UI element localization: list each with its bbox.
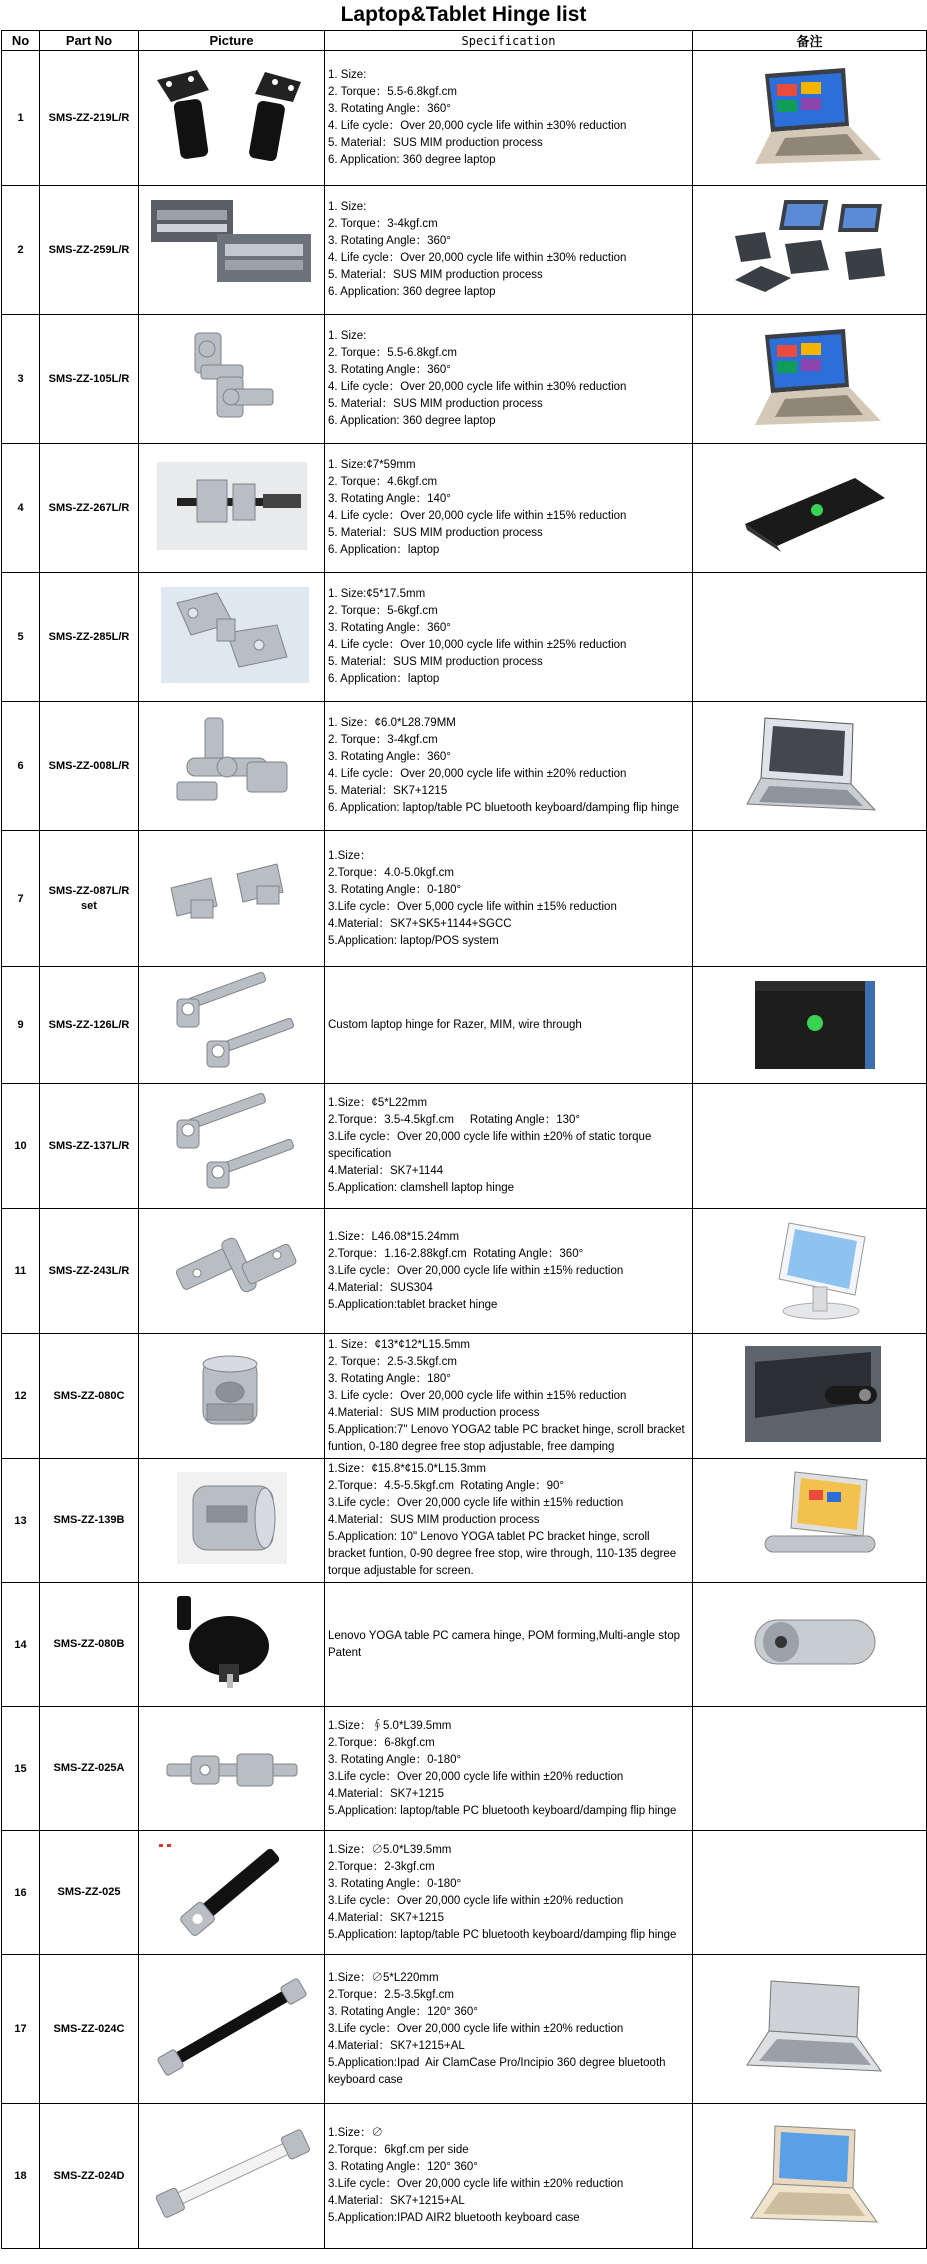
picture-cell [139,1084,325,1209]
spec-line: 5.Application: laptop/table PC bluetooth keyboard/damping flip hinge [328,1804,677,1817]
part-number: SMS-ZZ-025A [40,1707,139,1831]
note-cell [693,186,927,315]
spec-line: 1.Size：∅5*L220mm [328,1971,439,1984]
row-number: 18 [2,2104,40,2249]
table-row [2,51,927,186]
spec-line: 3.Life cycle：Over 20,000 cycle life within ±20% reduction [328,2178,624,2190]
note-cell [693,1334,927,1459]
note-cell [693,2104,927,2249]
note-cell [693,51,927,186]
header-note: 备注 [693,31,927,51]
specification-cell [325,702,693,831]
spec-line: 1. Size:¢7*59mm [328,459,416,471]
spec-line: 5.Application: laptop/table PC bluetooth keyboard/damping flip hinge [328,1928,677,1941]
specification-cell [325,186,693,315]
spec-line: 1.Size：¢15.8*¢15.0*L15.3mm [328,1463,486,1475]
part-number: SMS-ZZ-008L/R [40,702,139,831]
picture-cell [139,1583,325,1707]
table-row [2,1583,927,1707]
spec-line: 6. Application: 360 degree laptop [328,286,496,298]
table-row [2,1209,927,1334]
spec-line: 2.Torque：4.5-5.5kgf.cm Rotating Angle：90° [328,1480,565,1492]
note-cell [693,1583,927,1707]
spec-line: 1.Size：∅5.0*L39.5mm [328,1843,452,1856]
spec-line: 2.Torque：1.16-2.88kgf.cm Rotating Angle：360° [328,1247,584,1260]
spec-line: 4. Life cycle：Over 20,000 cycle life within ±30% reduction [328,381,627,393]
convertible-laptop-image [725,325,895,434]
spec-line: 6. Application: 360 degree laptop [328,154,496,166]
spec-line: 1.Size：¢5*L22mm [328,1097,428,1109]
spec-line: 3.Life cycle：Over 20,000 cycle life within ±15% reduction [328,1264,624,1277]
black-laptop-image [725,454,895,563]
spec-line: 1.Size：∅ [328,2127,383,2139]
spec-line: 3. Rotating Angle：360° [328,751,451,763]
spec-line: 3. Rotating Angle：0-180° [328,883,462,896]
specification-cell [325,1707,693,1831]
part-number: SMS-ZZ-137L/R [40,1084,139,1209]
picture-cell [139,186,325,315]
spec-line: 1. Size: [328,69,367,81]
spec-line: 3.Life cycle：Over 20,000 cycle life within ±20% reduction [328,1770,624,1783]
picture-cell [139,1209,325,1334]
note-cell [693,573,927,702]
spec-line: 1. Size:¢5*17.5mm [328,588,426,600]
note-cell [693,1459,927,1583]
spec-line: 2.Torque：4.0-5.0kgf.cm [328,866,454,879]
row-number: 3 [2,315,40,444]
row-number: 13 [2,1459,40,1583]
spec-line: 5. Material：SUS MIM production process [328,656,543,668]
picture-cell [139,51,325,186]
spec-line: 2. Torque：4.6kgf.cm [328,476,438,488]
table-row [2,831,927,967]
spec-line: 1. Size：¢13*¢12*L15.5mm [328,1338,470,1351]
spec-line: 1.Size： [328,849,372,862]
header-row [2,31,927,51]
ipad-keyboard-case-image [725,1975,895,2084]
specification-cell [325,315,693,444]
picture-cell [139,702,325,831]
spec-line: 4. Life cycle：Over 20,000 cycle life within ±30% reduction [328,252,627,264]
note-cell [693,702,927,831]
spec-line: 4.Material：SK7+1215 [328,1787,445,1800]
laptop-modes-image [725,196,895,305]
part-number: SMS-ZZ-219L/R [40,51,139,186]
row-number: 5 [2,573,40,702]
tablet-stand-image [725,1217,895,1326]
table-row [2,444,927,573]
note-cell [693,831,927,967]
hinge-pair-blue-image [147,583,317,692]
specification-cell [325,1831,693,1955]
table-row [2,1084,927,1209]
part-number: SMS-ZZ-267L/R [40,444,139,573]
picture-cell [139,1459,325,1583]
hinge-pair-silver-image [147,325,317,434]
spec-line: 5.Application:tablet bracket hinge [328,1298,498,1311]
hinge-pair-arm-image [147,1092,317,1201]
row-number: 16 [2,1831,40,1955]
spec-line: 5.Application: laptop/POS system [328,934,499,947]
header-specification: Specification [325,31,693,51]
ipad-gold-case-image [725,2122,895,2231]
specification-cell [325,51,693,186]
hinge-photo-pair-image [147,196,317,305]
specification-cell [325,1583,693,1707]
part-number: SMS-ZZ-087L/R set [40,831,139,967]
specification-cell [325,1955,693,2104]
spec-line: 4. Life cycle：Over 20,000 cycle life within ±30% reduction [328,120,627,132]
hinge-bar-diagonal-image [147,1838,317,1947]
note-cell [693,1707,927,1831]
picture-cell [139,1334,325,1459]
picture-cell [139,315,325,444]
specification-cell [325,1084,693,1209]
row-number: 10 [2,1084,40,1209]
hinge-cylinder-marked-image [147,1466,317,1575]
spec-line: 3. Life cycle：Over 20,000 cycle life within ±15% reduction [328,1389,627,1402]
spec-line: 1. Size：¢6.0*L28.79MM [328,717,456,729]
header-no: No [2,31,40,51]
spec-line: 4.Material：SK7+1144 [328,1165,444,1177]
spec-line: 3.Life cycle：Over 5,000 cycle life within ±15% reduction [328,900,617,913]
note-cell [693,967,927,1084]
hinge-rod-black-image [147,1975,317,2084]
part-number: SMS-ZZ-080C [40,1334,139,1459]
hinge-rod-white-image [147,2122,317,2231]
header-part-no: Part No [40,31,139,51]
part-number: SMS-ZZ-025 [40,1831,139,1955]
page-title: Laptop&Tablet Hinge list [340,3,587,26]
row-number: 14 [2,1583,40,1707]
spec-line: 1. Size: [328,201,367,213]
part-number: SMS-ZZ-126L/R [40,967,139,1084]
spec-line: 3. Rotating Angle：120° 360° [328,2161,478,2173]
hinge-table [1,30,927,2249]
picture-cell [139,1707,325,1831]
spec-line: 1. Size: [328,330,367,342]
hinge-pair-arm-image [147,971,317,1080]
spec-line: 1.Size：L46.08*15.24mm [328,1230,460,1243]
row-number: 2 [2,186,40,315]
table-body [2,51,927,2249]
note-cell [693,1209,927,1334]
picture-cell [139,573,325,702]
specification-cell [325,2104,693,2249]
spec-line: 5. Material：SUS MIM production process [328,137,543,149]
razer-laptop-image [725,971,895,1080]
spec-line: 2.Torque：2.5-3.5kgf.cm [328,1988,454,2001]
spec-line: 4.Material：SK7+1215+AL [328,2039,465,2052]
spec-line: 6. Application：laptop [328,544,440,556]
row-number: 12 [2,1334,40,1459]
table-row [2,573,927,702]
row-number: 15 [2,1707,40,1831]
spec-line: 3. Rotating Angle：360° [328,235,451,247]
hinge-long-image [147,454,317,563]
part-number: SMS-ZZ-285L/R [40,573,139,702]
part-number: SMS-ZZ-024C [40,1955,139,2104]
note-cell [693,315,927,444]
spec-line: 2. Torque：5-6kgf.cm [328,605,438,617]
spec-line: 5.Application: 10" Lenovo YOGA tablet PC bracket hinge, scroll bracket funtion, 0-90 degree free stop, wire through, 110-135 degree torque adjustable for screen. [328,1531,680,1577]
note-cell [693,444,927,573]
spec-line: 2. Torque：5.5-6.8kgf.cm [328,86,457,98]
note-cell [693,1084,927,1209]
spec-line: 3. Rotating Angle：140° [328,493,451,505]
spec-line: 6. Application：laptop [328,673,440,685]
spec-line: 2. Torque：5.5-6.8kgf.cm [328,347,457,359]
spec-line: 5. Material：SUS MIM production process [328,269,543,281]
specification-cell [325,1459,693,1583]
spec-line: 5.Application:IPAD AIR2 bluetooth keyboard case [328,2212,580,2224]
note-cell [693,1831,927,1955]
spec-line: 4.Material：SUS MIM production process [328,1514,540,1526]
spec-line: Custom laptop hinge for Razer, MIM, wire through [328,1018,582,1031]
spec-line: 2.Torque：6kgf.cm per side [328,2144,469,2156]
tablet-cylinder-image [725,1342,895,1451]
hinge-camera-black-image [147,1590,317,1699]
row-number: 9 [2,967,40,1084]
note-cell [693,1955,927,2104]
specification-cell [325,444,693,573]
row-number: 4 [2,444,40,573]
hinge-bracket-pair-image [147,844,317,953]
picture-cell [139,1831,325,1955]
table-row [2,2104,927,2249]
spec-line: 2. Torque：2.5-3.5kgf.cm [328,1355,457,1368]
hinge-pair-black-image [147,64,317,173]
table-row [2,1707,927,1831]
part-number: SMS-ZZ-080B [40,1583,139,1707]
specification-cell [325,1334,693,1459]
table-row [2,1955,927,2104]
table-row [2,1459,927,1583]
spec-line: 6. Application: 360 degree laptop [328,415,496,427]
hinge-single-image [147,712,317,821]
part-number: SMS-ZZ-243L/R [40,1209,139,1334]
spec-line: 5. Material：SUS MIM production process [328,398,543,410]
part-number: SMS-ZZ-259L/R [40,186,139,315]
spec-line: 4.Material：SK7+1215 [328,1911,445,1924]
specification-cell [325,1209,693,1334]
picture-cell [139,831,325,967]
spec-line: 4. Life cycle：Over 10,000 cycle life within ±25% reduction [328,639,627,651]
part-number: SMS-ZZ-105L/R [40,315,139,444]
hinge-cylinder-image [147,1342,317,1451]
spec-line: 3. Rotating Angle：360° [328,103,451,115]
table-row [2,186,927,315]
spec-line: 3.Life cycle：Over 20,000 cycle life within ±20% reduction [328,1894,624,1907]
header-picture: Picture [139,31,325,51]
spec-line: 5.Application: clamshell laptop hinge [328,1182,515,1194]
spec-line: 4. Life cycle：Over 20,000 cycle life within ±15% reduction [328,510,627,522]
spec-line: 5.Application:7" Lenovo YOGA2 table PC bracket hinge, scroll bracket funtion, 0-180 degree free stop adjustable, free damping [328,1423,688,1453]
picture-cell [139,444,325,573]
table-row [2,315,927,444]
specification-cell [325,573,693,702]
spec-line: 5. Material：SUS MIM production process [328,527,543,539]
convertible-laptop-image [725,64,895,173]
table-row [2,1334,927,1459]
row-number: 17 [2,1955,40,2104]
spec-line: 2. Torque：3-4kgf.cm [328,218,438,230]
row-number: 6 [2,702,40,831]
table-row [2,1831,927,1955]
part-number: SMS-ZZ-024D [40,2104,139,2249]
spec-line: 3. Rotating Angle：0-180° [328,1877,462,1890]
spec-line: 3. Rotating Angle：0-180° [328,1753,462,1766]
table-row [2,702,927,831]
spec-line: 2.Torque：3.5-4.5kgf.cm Rotating Angle：130° [328,1114,580,1126]
yoga-tablet-image [725,1466,895,1575]
spec-line: 3.Life cycle：Over 20,000 cycle life within ±20% of static torque specification [328,1131,655,1160]
spec-line: 3. Rotating Angle：180° [328,1372,451,1385]
spec-line: 4.Material：SUS304 [328,1281,433,1294]
spec-line: 2.Torque：2-3kgf.cm [328,1860,435,1873]
spec-line: 6. Application: laptop/table PC bluetooth keyboard/damping flip hinge [328,802,679,814]
row-number: 11 [2,1209,40,1334]
tablet-keyboard-image [725,712,895,821]
spec-line: 5.Application:Ipad Air ClamCase Pro/Incipio 360 degree bluetooth keyboard case [328,2056,669,2086]
part-number: SMS-ZZ-139B [40,1459,139,1583]
spec-line: 4.Material：SK7+1215+AL [328,2195,465,2207]
spec-line: 3.Life cycle：Over 20,000 cycle life within ±15% reduction [328,1497,624,1509]
spec-line: 1.Size：∮5.0*L39.5mm [328,1719,452,1732]
spec-line: 4.Material：SK7+SK5+1144+SGCC [328,917,512,930]
spec-line: 3.Life cycle：Over 20,000 cycle life within ±20% reduction [328,2022,624,2035]
spec-line: 4.Material：SUS MIM production process [328,1406,540,1419]
spec-line: Lenovo YOGA table PC camera hinge, POM forming,Multi-angle stop Patent [328,1629,684,1659]
spec-line: 3. Rotating Angle：360° [328,622,451,634]
spec-line: 2. Torque：3-4kgf.cm [328,734,438,746]
spec-line: 5. Material：SK7+1215 [328,785,448,797]
table-row [2,967,927,1084]
picture-cell [139,2104,325,2249]
specification-cell [325,831,693,967]
row-number: 1 [2,51,40,186]
hinge-flat-long-image [147,1714,317,1823]
spec-line: 4. Life cycle：Over 20,000 cycle life within ±20% reduction [328,768,627,780]
picture-cell [139,1955,325,2104]
spec-line: 3. Rotating Angle：120° 360° [328,2005,478,2018]
camera-cylinder-image [725,1590,895,1699]
picture-cell [139,967,325,1084]
row-number: 7 [2,831,40,967]
specification-cell [325,967,693,1084]
spec-line: 2.Torque：6-8kgf.cm [328,1736,435,1749]
hinge-plates-image [147,1217,317,1326]
spec-line: 3. Rotating Angle：360° [328,364,451,376]
